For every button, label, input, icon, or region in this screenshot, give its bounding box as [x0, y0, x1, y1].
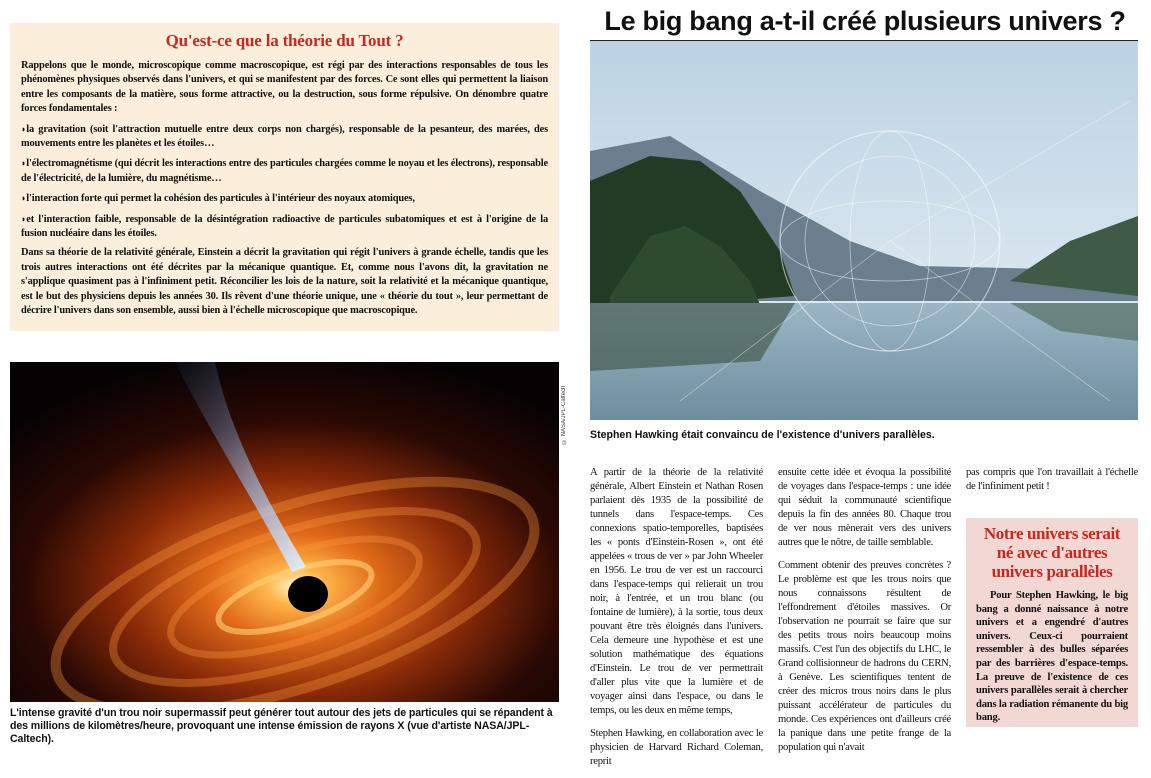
sidebar-bullet-weak-force: ◗ et l'interaction faible, responsable de la désintégration radioactive de particules subatomiques et est à l'origine de la fusion nucléaire dans les étoiles.: [21, 212, 548, 242]
sidebar-bullet-gravitation: ◗ la gravitation (soit l'attraction mutuelle entre deux corps non chargés), responsable de la pesanteur, des marées, des mouvements entre les planètes et les étoiles…: [21, 122, 548, 152]
sidebar-intro: Rappelons que le monde, microscopique comme macroscopique, est régi par des interactions responsables de tous les phénomènes physiques observés dans l'univers, et qui se manifestent par des forces. Ce sont elles qui permettent la liaison entre les composants de la matière, sous forme attractive, ou la destruction, sous forme répulsive. On dénombre quatre forces fondamentales :: [21, 60, 548, 115]
page-title: Le big bang a-t-il créé plusieurs univers ?: [604, 6, 1126, 36]
lake-image: [590, 41, 1138, 420]
article-column-1: [590, 466, 763, 778]
inset-body: Pour Stephen Hawking, le big bang a donné naissance à notre univers et a engendré d'autres univers. Ceux-ci pourraient ressembler à des bulles séparées par des barrières d'espace-temps. La preuve de l'existence de ces univers parallèles serait à chercher dans la radiation rémanente du big bang.: [976, 590, 1128, 724]
blackhole-credit: © NASA/JPL-Caltech: [561, 385, 567, 444]
lake-illustration: [590, 41, 1138, 420]
blackhole-caption: L'intense gravité d'un trou noir supermassif peut générer tout autour des jets de particules qui se répandent à des millions de kilomètres/heure, provoquant une intense émission de rayons X (vue d'artiste NASA/JPL-Caltech).: [10, 707, 553, 745]
sidebar-bullet-strong-force: ◗ l'interaction forte qui permet la cohésion des particules à l'intérieur des noyaux atomiques,: [21, 191, 548, 206]
sidebar-conclusion: Dans sa théorie de la relativité générale, Einstein a décrit la gravitation qui régit l'univers à grande échelle, tandis que les trois autres interactions ont été décrites par la mécanique quantique. Et, comme nous l'avons dit, la gravitation ne s'applique quasiment pas à l'infiniment petit. Réconcilier les lois de la nature, soit la relativité et la mécanique quantique, est le but des physiciens depuis les années 30. Ils rêvent d'une théorie unique, une « théorie du tout », leur permettant de décrire l'univers dans son ensemble, aussi bien à l'échelle microscopique que macroscopique.: [21, 247, 548, 317]
blackhole-image: [10, 362, 559, 702]
article-column-2: [778, 466, 951, 764]
article-paragraph: Stephen Hawking, en collaboration avec le physicien de Harvard Richard Coleman, reprit: [590, 728, 763, 767]
sidebar-theory-box: [10, 23, 559, 331]
inset-box-parallel-universes: [966, 518, 1138, 727]
lake-caption: Stephen Hawking était convaincu de l'existence d'univers parallèles.: [590, 429, 935, 441]
article-paragraph: pas compris que l'on travaillait à l'échelle de l'infiniment petit !: [966, 467, 1138, 492]
sidebar-bullet-electromagnetism: ◗ l'électromagnétisme (qui décrit les interactions entre des particules chargées comme le noyau et les électrons), responsable de l'électricité, de la lumière, du magnétisme…: [21, 156, 548, 186]
blackhole-illustration: [10, 362, 559, 702]
sidebar-title: Qu'est-ce que la théorie du Tout ?: [165, 31, 404, 50]
inset-title: Notre univers serait né avec d'autres univers parallèles: [983, 524, 1121, 581]
article-paragraph: A partir de la théorie de la relativité générale, Albert Einstein et Nathan Rosen parlaient dès 1935 de la possibilité de tunnels dans l'espace-temps. Ces connexions spatio-temporelles, baptisées les « ponts d'Einstein-Rosen », ont été appelées « trous de ver » par John Wheeler en 1956. Le trou de ver est un raccourci dans l'espace-temps qui relierait un trou noir, à l'entrée, et un trou blanc (ou fontaine de lumière), à la sortie, tous deux pouvant être très éloignés dans l'univers. Cela demeure une hypothèse et est une solution mathématique des équations d'Einstein. Le trou de ver permettrait d'aller plus vite que la lumière et de voyager ainsi dans l'espace, ou dans le temps, ou les deux en même temps,: [590, 467, 763, 716]
article-paragraph: ensuite cette idée et évoqua la possibilité de voyages dans l'espace-temps : une idée qui séduit la communauté scientifique depuis la fin des années 80. Chaque trou de ver nous mènerait vers des univers autres que le nôtre, de taille semblable.: [778, 467, 951, 548]
article-paragraph: Comment obtenir des preuves concrètes ? Le problème est que les trous noirs que nous connaissons résultent de l'effondrement d'étoiles massives. Or l'observation ne pourrait se faire que sur des petits trous noirs beaucoup moins massifs. C'est l'un des objectifs du LHC, le Grand collisionneur de hadrons du CERN, à Genève. Les scientifiques tentent de créer des micros trous noirs dans le plus puissant accélérateur de particules du monde. Ces expériences ont d'ailleurs créé la panique dans une petite frange de la population qui n'avait: [778, 560, 951, 753]
article-column-3: [966, 466, 1138, 503]
